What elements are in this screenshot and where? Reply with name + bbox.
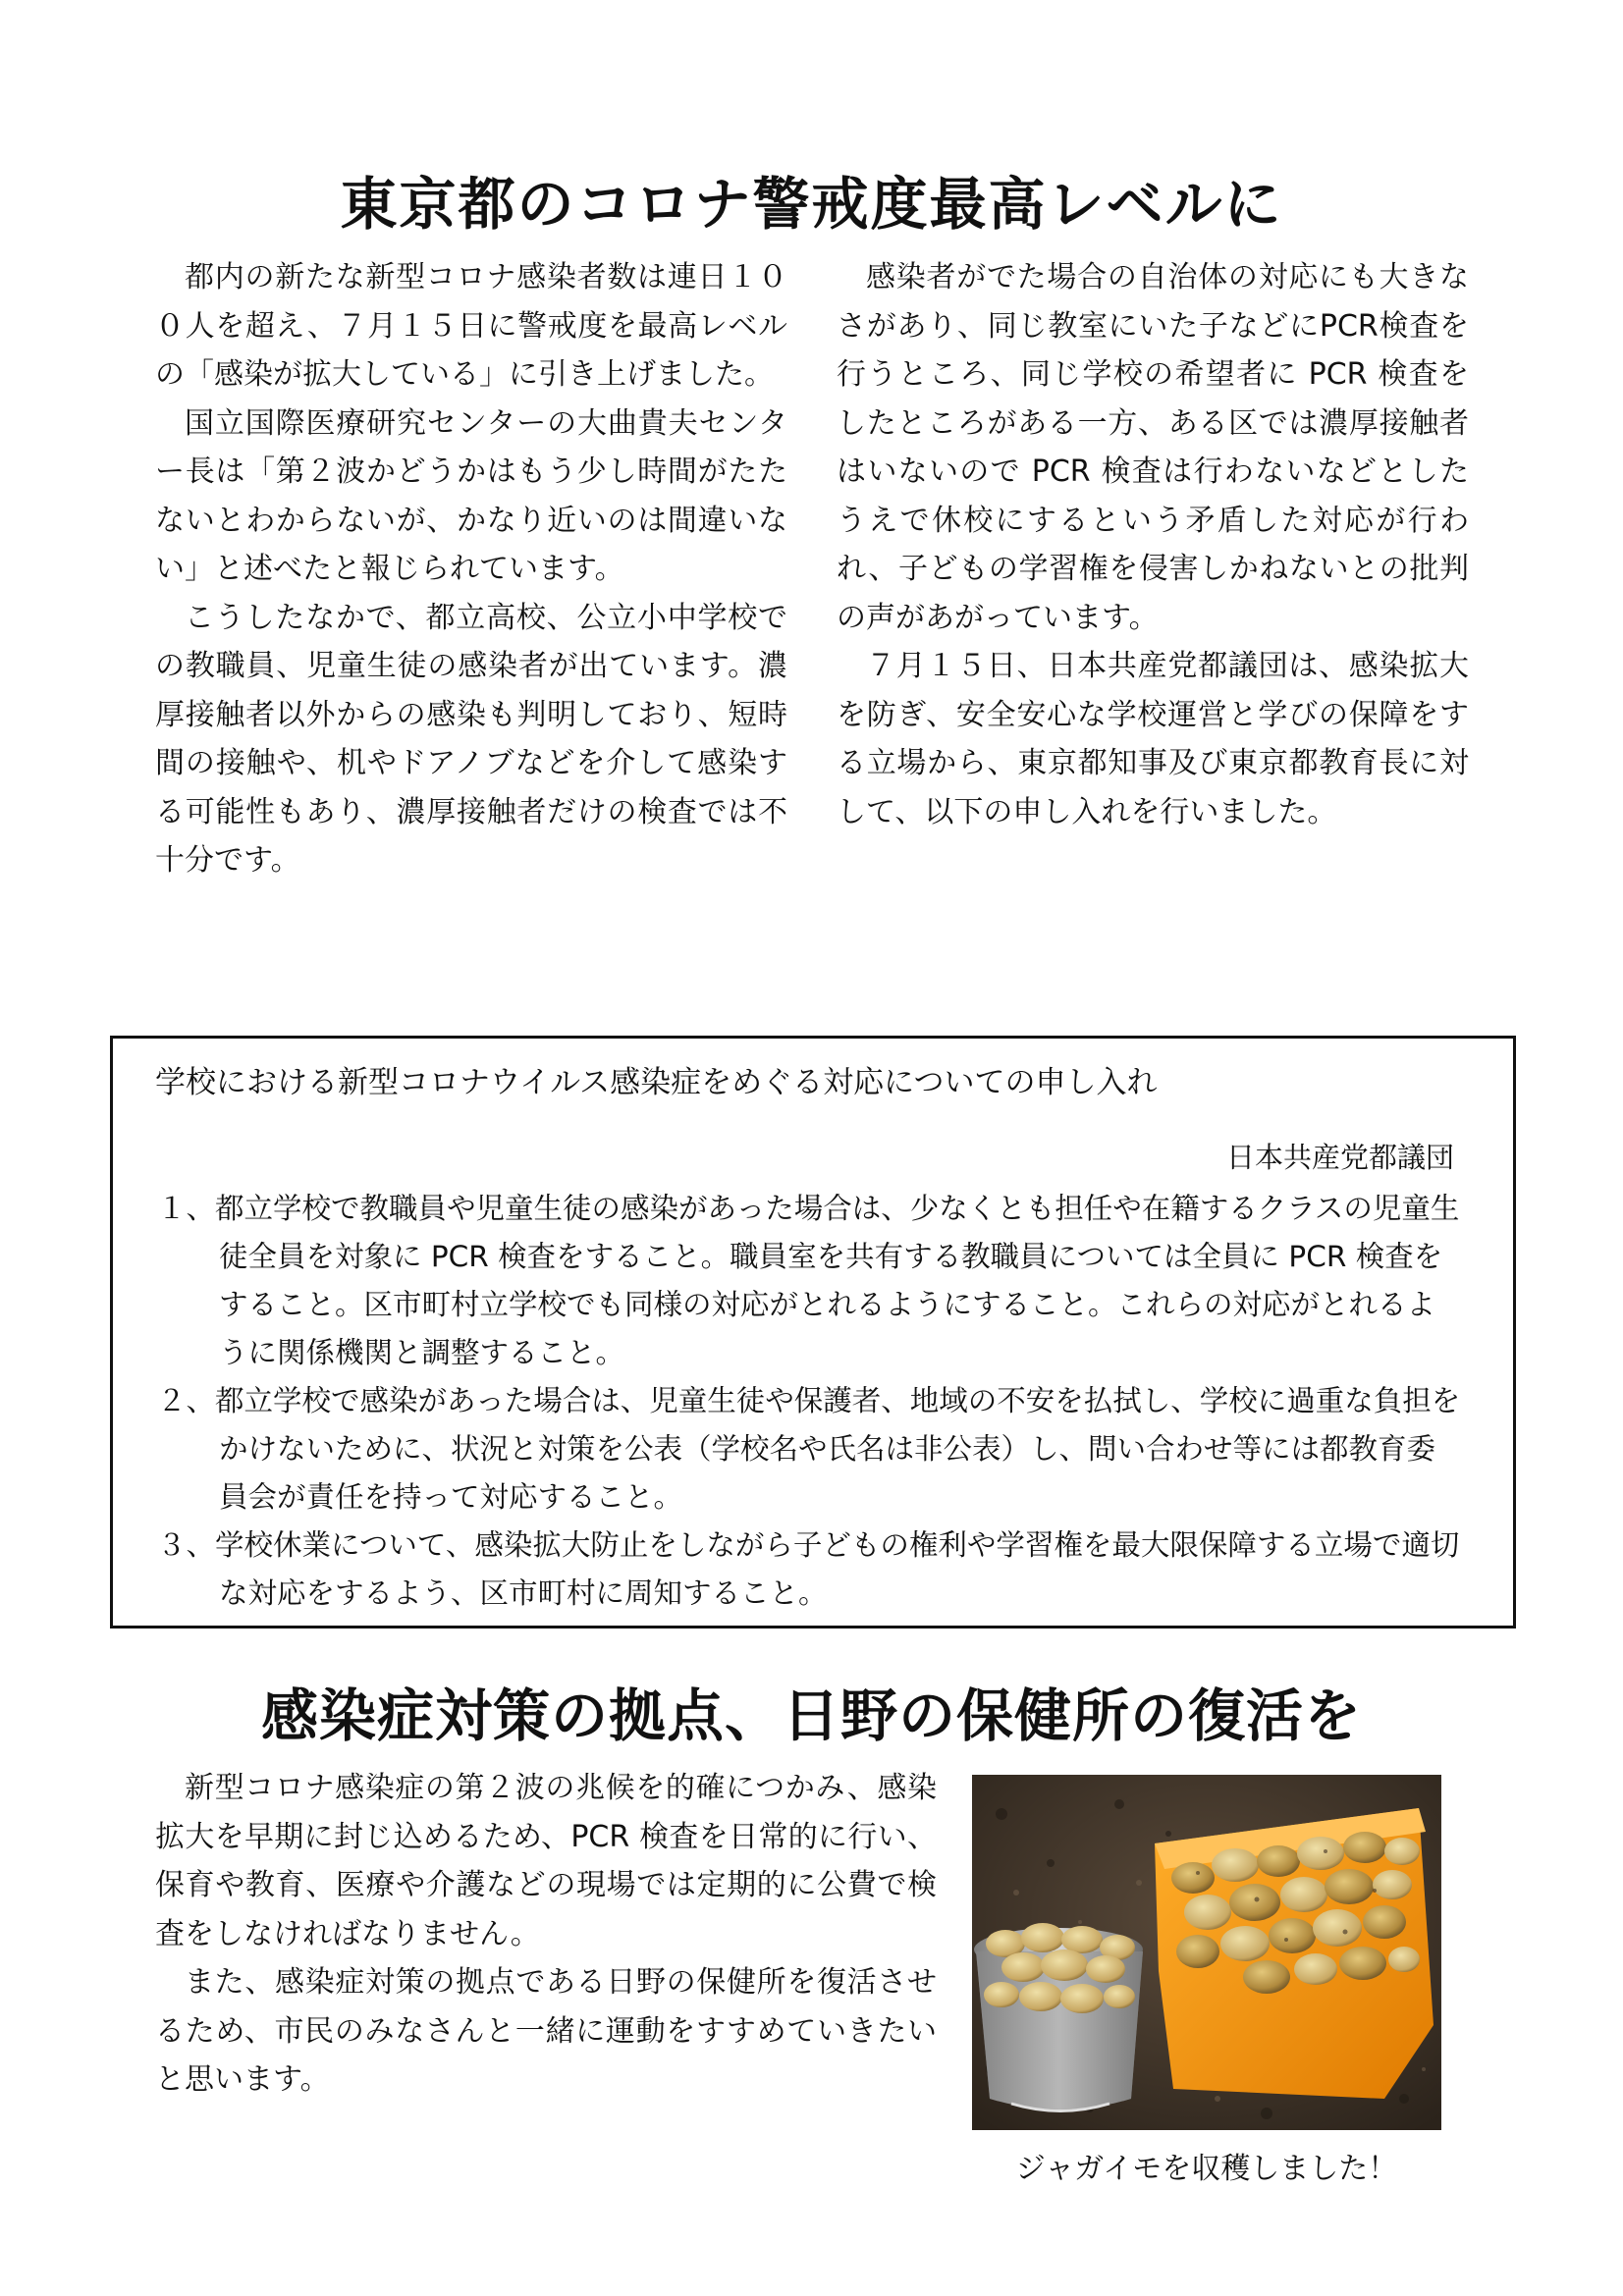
photo-caption: ジャガイモを収穫しました！: [1015, 2152, 1398, 2186]
request-item-3: ３、学校休業について、感染拡大防止をしながら子どもの権利や学習権を最大限保障する立場で適切な対応をするよう、区市町村に周知すること。: [157, 1528, 1460, 1610]
article1-left-paragraph-3: こうしたなかで、都立高校、公立小中学校での教職員、児童生徒の感染者が出ています。濃厚接触者以外からの感染も判明しており、短時間の接触や、机やドアノブなどを介して感染する可能性もあり、濃厚接触者だけの検査では不十分です。: [155, 600, 787, 878]
request-list: [157, 1185, 1463, 1618]
article1-right-paragraph-1: 感染者がでた場合の自治体の対応にも大きなさがあり、同じ教室にいた子などにPCR検査を行うところ、同じ学校の希望者に PCR 検査をしたところがある一方、ある区では濃厚接触者はいないので PCR 検査は行わないなどとしたうえで休校にするという矛盾した対応が行われ、子どもの学習権を侵害しかねないとの批判の声があがっています。: [837, 260, 1469, 635]
article2-paragraph-2: また、感染症対策の拠点である日野の保健所を復活させるため、市民のみなさんと一緒に運動をすすめていきたいと思います。: [155, 1965, 937, 2097]
request-item-1: １、都立学校で教職員や児童生徒の感染があった場合は、少なくとも担任や在籍するクラスの児童生徒全員を対象に PCR 検査をすること。職員室を共有する教職員については全員に PCR 検査をすること。区市町村立学校でも同様の対応がとれるようにすること。これらの対応がとれるように関係機関と調整すること。: [157, 1192, 1460, 1369]
article2-paragraph-1: 新型コロナ感染症の第２波の兆候を的確につかみ、感染拡大を早期に封じ込めるため、PCR 検査を日常的に行い、保育や教育、医療や介護などの現場では定期的に公費で検査をしなければなりません。: [155, 1771, 937, 1951]
article1-left-column: [155, 253, 787, 885]
request-box-org: 日本共産党都議団: [1225, 1141, 1454, 1174]
potato-photo-illustration: [972, 1775, 1441, 2130]
article1-right-paragraph-2: ７月１５日、日本共産党都議団は、感染拡大を防ぎ、安全安心な学校運営と学びの保障をする立場から、東京都知事及び東京都教育長に対して、以下の申し入れを行いました。: [837, 649, 1469, 829]
article2-title: 感染症対策の拠点、日野の保健所の復活を: [260, 1682, 1362, 1749]
article1-left-paragraph-1: 都内の新たな新型コロナ感染者数は連日１００人を超え、７月１５日に警戒度を最高レベルの「感染が拡大している」に引き上げました。: [155, 260, 787, 392]
potato-harvest-photo: [972, 1775, 1441, 2130]
article1-right-column: [837, 253, 1469, 836]
article1-left-paragraph-2: 国立国際医療研究センターの大曲貴夫センター長は「第２波かどうかはもう少し時間がたたないとわからないが、かなり近いのは間違いない」と述べたと報じられています。: [155, 405, 787, 586]
request-item-2: ２、都立学校で感染があった場合は、児童生徒や保護者、地域の不安を払拭し、学校に過重な負担をかけないために、状況と対策を公表（学校名や氏名は非公表）し、問い合わせ等には都教育委員会が責任を持って対応すること。: [157, 1384, 1461, 1514]
article1-title: 東京都のコロナ警戒度最高レベルに: [340, 171, 1283, 238]
request-box-title: 学校における新型コロナウイルス感染症をめぐる対応についての申し入れ: [155, 1065, 1158, 1100]
article2-column: [155, 1764, 937, 2105]
request-box: [110, 1036, 1516, 1629]
